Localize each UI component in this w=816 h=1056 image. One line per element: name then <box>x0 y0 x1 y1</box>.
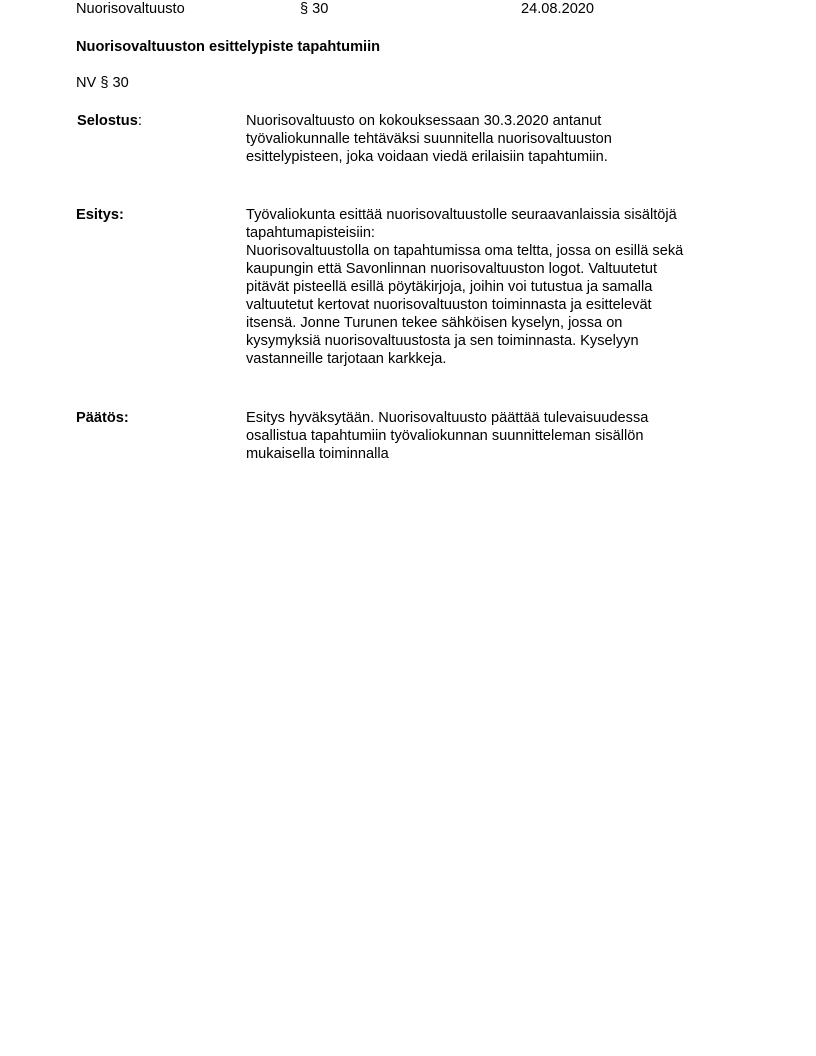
paatos-line: mukaisella toiminnalla <box>246 446 389 462</box>
esitys-label: Esitys: <box>76 207 124 223</box>
esitys-line: vastanneille tarjotaan karkkeja. <box>246 351 447 367</box>
esitys-text <box>246 206 746 368</box>
header-date: 24.08.2020 <box>521 1 595 17</box>
selostus-label-text: Selostus <box>77 113 138 129</box>
paatos-label: Päätös: <box>76 410 129 426</box>
selostus-label <box>77 112 142 130</box>
esitys-line: itsensä. Jonne Turunen tekee sähköisen kyselyn, jossa on <box>246 315 623 331</box>
paatos-text <box>246 409 746 463</box>
selostus-text <box>246 112 746 166</box>
paatos-line: Esitys hyväksytään. Nuorisovaltuusto päättää tulevaisuudessa <box>246 410 649 426</box>
selostus-label-colon: : <box>137 113 142 129</box>
esitys-line: valtuutetut kertovat nuorisovaltuuston toiminnasta ja esittelevät <box>246 297 652 313</box>
selostus-line: työvaliokunnalle tehtäväksi suunnitella nuorisovaltuuston <box>246 131 612 147</box>
esitys-line: pitävät pisteellä esillä pöytäkirjoja, joihin voi tutustua ja samalla <box>246 279 653 295</box>
document-title: Nuorisovaltuuston esittelypiste tapahtumiin <box>76 39 381 55</box>
selostus-line: Nuorisovaltuusto on kokouksessaan 30.3.2020 antanut <box>246 113 602 129</box>
esitys-line: kysymyksiä nuorisovaltuustosta ja sen toiminnasta. Kyselyyn <box>246 333 639 349</box>
section-reference: NV § 30 <box>76 75 129 91</box>
esitys-line: Työvaliokunta esittää nuorisovaltuustolle seuraavanlaissia sisältöjä <box>246 207 677 223</box>
esitys-line: tapahtumapisteisiin: <box>246 225 375 241</box>
selostus-line: esittelypisteen, joka voidaan viedä erilaisiin tapahtumiin. <box>246 149 608 165</box>
esitys-line: Nuorisovaltuustolla on tapahtumissa oma teltta, jossa on esillä sekä <box>246 243 684 259</box>
esitys-line: kaupungin että Savonlinnan nuorisovaltuuston logot. Valtuutetut <box>246 261 658 277</box>
header-section: § 30 <box>300 1 329 17</box>
paatos-line: osallistua tapahtumiin työvaliokunnan suunnitteleman sisällön <box>246 428 644 444</box>
header-organization: Nuorisovaltuusto <box>76 1 185 17</box>
